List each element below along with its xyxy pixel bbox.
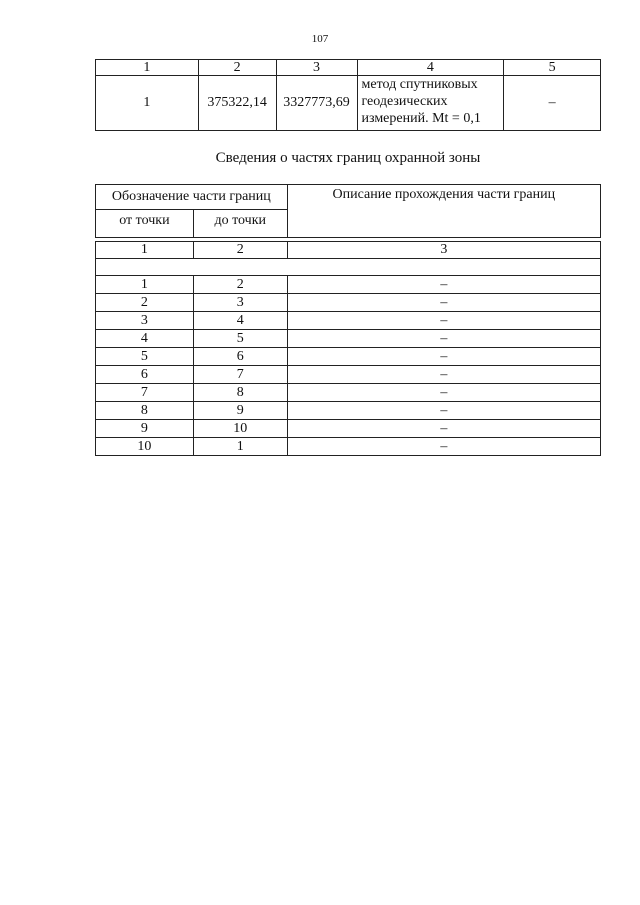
header-description: Описание прохождения части границ bbox=[287, 185, 600, 238]
to-point: 4 bbox=[193, 312, 287, 330]
header-to-point: до точки bbox=[193, 210, 287, 238]
header-boundary-part: Обозначение части границ bbox=[96, 185, 288, 210]
column-number: 2 bbox=[198, 60, 276, 76]
to-point: 6 bbox=[193, 348, 287, 366]
accuracy-value: – bbox=[504, 76, 601, 131]
from-point: 6 bbox=[96, 366, 194, 384]
to-point: 7 bbox=[193, 366, 287, 384]
table-row bbox=[96, 330, 601, 348]
page-number: 107 bbox=[311, 33, 329, 45]
table-row bbox=[96, 438, 601, 456]
coordinate-y: 3327773,69 bbox=[276, 76, 357, 131]
from-point: 3 bbox=[96, 312, 194, 330]
method-line: измерений. Mt = 0,1 bbox=[361, 111, 481, 126]
to-point: 1 bbox=[193, 438, 287, 456]
boundary-description: – bbox=[287, 438, 600, 456]
from-point: 7 bbox=[96, 384, 194, 402]
table-row bbox=[96, 76, 601, 131]
column-number: 4 bbox=[357, 60, 504, 76]
method-line: метод спутниковых bbox=[361, 77, 478, 92]
from-point: 1 bbox=[96, 276, 194, 294]
header-from-point: от точки bbox=[96, 210, 194, 238]
to-point: 3 bbox=[193, 294, 287, 312]
column-number: 3 bbox=[276, 60, 357, 76]
section-title: Сведения о частях границ охранной зоны bbox=[215, 150, 481, 166]
boundary-description: – bbox=[287, 276, 600, 294]
from-point: 4 bbox=[96, 330, 194, 348]
table-row bbox=[96, 420, 601, 438]
table-row bbox=[96, 384, 601, 402]
column-number: 3 bbox=[287, 242, 600, 259]
point-number: 1 bbox=[96, 76, 199, 131]
boundary-description: – bbox=[287, 294, 600, 312]
to-point: 9 bbox=[193, 402, 287, 420]
coordinate-x: 375322,14 bbox=[198, 76, 276, 131]
boundary-description: – bbox=[287, 384, 600, 402]
boundary-description: – bbox=[287, 330, 600, 348]
from-point: 8 bbox=[96, 402, 194, 420]
column-number: 1 bbox=[96, 242, 194, 259]
boundary-description: – bbox=[287, 348, 600, 366]
column-numbers-row bbox=[96, 242, 601, 259]
table-row bbox=[96, 366, 601, 384]
table-row bbox=[96, 402, 601, 420]
boundary-description: – bbox=[287, 402, 600, 420]
boundary-parts-table bbox=[95, 184, 601, 456]
from-point: 10 bbox=[96, 438, 194, 456]
column-number: 5 bbox=[504, 60, 601, 76]
method-description bbox=[357, 76, 504, 131]
table-row bbox=[96, 276, 601, 294]
table-row bbox=[96, 348, 601, 366]
column-number: 2 bbox=[193, 242, 287, 259]
table-row bbox=[96, 312, 601, 330]
to-point: 5 bbox=[193, 330, 287, 348]
boundary-description: – bbox=[287, 312, 600, 330]
coordinates-table bbox=[95, 59, 601, 131]
table-row bbox=[96, 294, 601, 312]
method-line: геодезических bbox=[361, 94, 448, 109]
table-header-row bbox=[96, 60, 601, 76]
to-point: 2 bbox=[193, 276, 287, 294]
to-point: 8 bbox=[193, 384, 287, 402]
boundary-description: – bbox=[287, 366, 600, 384]
from-point: 5 bbox=[96, 348, 194, 366]
from-point: 9 bbox=[96, 420, 194, 438]
boundary-description: – bbox=[287, 420, 600, 438]
column-number: 1 bbox=[96, 60, 199, 76]
from-point: 2 bbox=[96, 294, 194, 312]
to-point: 10 bbox=[193, 420, 287, 438]
blank-row bbox=[96, 259, 601, 276]
table-header-row bbox=[96, 185, 601, 210]
